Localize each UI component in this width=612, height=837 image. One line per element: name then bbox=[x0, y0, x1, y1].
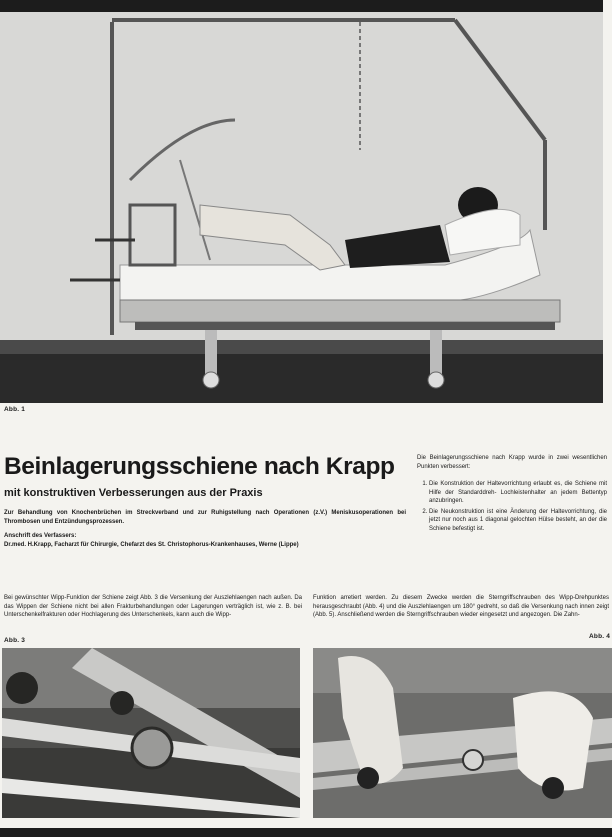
figure-4-photo bbox=[313, 648, 612, 818]
figure-3-photo bbox=[2, 648, 300, 818]
author-heading: Anschrift des Verfassers: bbox=[4, 533, 77, 539]
list-item: 2. Die Neukonstruktion ist eine Änderung der Haltevorrichtung, die jetzt nur noch aus 1 diagonal gelochten Hülse besteht, an der die Schiene befestigt ist. bbox=[429, 508, 607, 534]
hands-adjusting-screw-illustration bbox=[313, 648, 612, 818]
bed-with-leg-splint-illustration bbox=[0, 0, 603, 403]
figure-3-caption: Abb. 3 bbox=[4, 637, 26, 644]
figure-4-caption: Abb. 4 bbox=[589, 633, 611, 640]
article-subtitle: mit konstruktiven Verbesserungen aus der Praxis bbox=[4, 487, 263, 499]
splint-joint-illustration bbox=[2, 648, 300, 818]
right-column-list bbox=[417, 480, 607, 536]
lower-text-right: Funktion arretiert werden. Zu diesem Zwecke werden die Sterngriffschrauben des Wipp-Drehpunktes herausgeschraubt (Abb. 4) und die Auszlehlaengen um 180° gedreht, so daß die Versenkung nach innen zeigt (Abb. 5). Anschließend werden die Sterngriffschrauben wieder eingesetzt und angezogen. Die Zahn- bbox=[313, 595, 609, 619]
article-title: Beinlagerungsschiene nach Krapp bbox=[4, 453, 395, 480]
figure-1-caption: Abb. 1 bbox=[4, 406, 26, 413]
lower-text-left: Bei gewünschter Wipp-Funktion der Schiene zeigt Abb. 3 die Versenkung der Auszlehlaengen nach außen. Da das Wippen der Schiene nicht bei allen Frakturbehandlungen oder Lagerungen verträglich ist, wie z. B. bei Unterschenkelfrakturen oder Hochlagerung des Unterschenkels, kann auch die Wipp- bbox=[4, 595, 302, 619]
figure-1-bed-photo bbox=[0, 0, 603, 403]
article-intro: Zur Behandlung von Knochenbrüchen im Streckverband und zur Ruhigstellung nach Operationen (z.V.) Meniskusoperationen bei Thrombosen und Entzündungsprozessen. bbox=[4, 510, 406, 525]
author-line: Dr.med. H.Krapp, Facharzt für Chirurgie, Chefarzt des St. Christophorus-Krankenhauses, Werne (Lippe) bbox=[4, 542, 299, 548]
bottom-bar bbox=[0, 828, 612, 837]
right-column-intro: Die Beinlagerungsschiene nach Krapp wurde in zwei wesentlichen Punkten verbessert: bbox=[417, 455, 607, 470]
list-item: 1. Die Konstruktion der Haltevorrichtung erlaubt es, die Schiene mit Hilfe der Standarddreh- Lochleistenhalter an jedem Bettentyp anzubringen. bbox=[429, 480, 607, 506]
